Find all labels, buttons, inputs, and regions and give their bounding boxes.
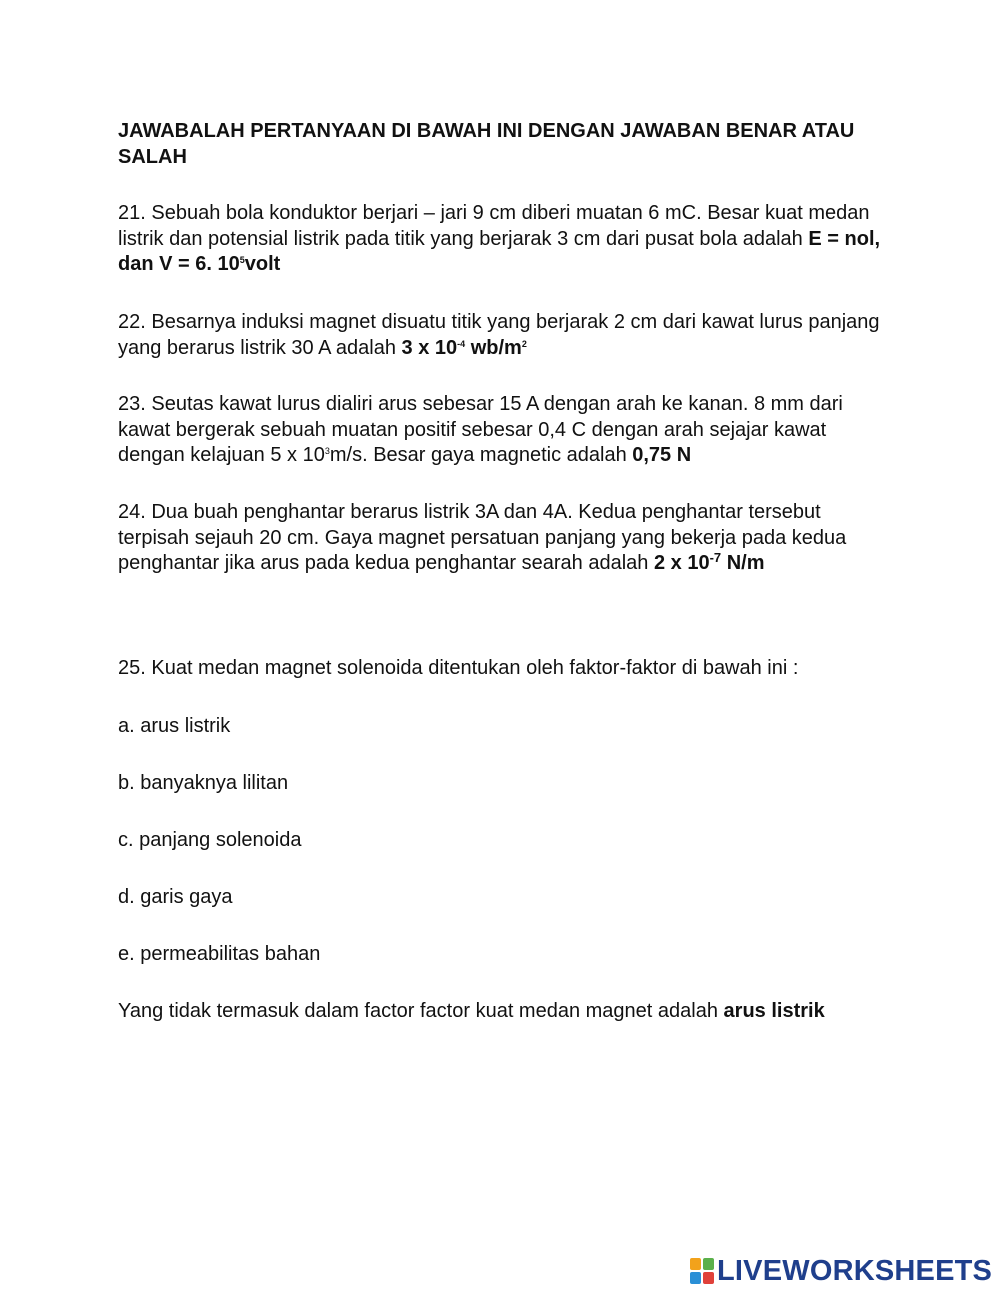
question-23-answer: 0,75 N — [632, 444, 692, 466]
question-22-text: 22. Besarnya induksi magnet disuatu titik yang berjarak 2 cm dari kawat lurus panjang yang berarus listrik 30 A adalah — [118, 311, 880, 359]
logo-mark-icon — [690, 1258, 714, 1284]
question-24-answer: 2 x $10^{-7}$ N/m — [653, 550, 765, 574]
page-title: JAWABALAH PERTANYAAN DI BAWAH INI DENGAN JAWABAN BENAR ATAU SALAH — [118, 120, 855, 168]
question-25: 25. Kuat medan magnet solenoida ditentukan oleh faktor-faktor di bawah ini : — [118, 657, 799, 679]
question-25-statement-text: Yang tidak termasuk dalam factor factor kuat medan magnet adalah — [118, 1000, 724, 1022]
question-21-answer: E = nol, dan V = 6. $10^5volt$ — [118, 227, 881, 275]
logo-tile-2 — [703, 1258, 714, 1270]
question-25-statement — [118, 999, 888, 1025]
question-21 — [118, 201, 888, 278]
question-23 — [118, 392, 888, 469]
question-21-text: 21. Sebuah bola konduktor berjari – jari 9 cm diberi muatan 6 mC. Besar kuat medan listrik dan potensial listrik pada titik yang berjarak 3 cm dari pusat bola adalah — [118, 202, 870, 250]
logo-tile-3 — [690, 1272, 701, 1284]
question-23-text: 23. Seutas kawat lurus dialiri arus sebesar 15 A dengan arah ke kanan. 8 mm dari kawat bergerak sebuah muatan positif sebesar 0,4 C dengan arah sejajar kawat dengan kelajuan 5 x $10^3m/s$. Besar gaya magnetic adalah — [118, 393, 843, 466]
question-22 — [118, 310, 888, 361]
logo-text: LIVEWORKSHEETS — [717, 1254, 993, 1287]
option-a: a. arus listrik — [118, 715, 231, 737]
logo-tile-1 — [690, 1258, 701, 1270]
option-c: c. panjang solenoida — [118, 829, 302, 851]
question-24 — [118, 500, 888, 577]
liveworksheets-logo — [690, 1255, 992, 1287]
question-25-answer: arus listrik — [723, 1000, 825, 1022]
option-b: b. banyaknya lilitan — [118, 772, 289, 794]
option-d: d. garis gaya — [118, 886, 233, 908]
option-e: e. permeabilitas bahan — [118, 943, 321, 965]
question-22-answer: 3 x $10^{-4}$ $wb/m^2$ — [401, 336, 527, 359]
question-24-text: 24. Dua buah penghantar berarus listrik 3A dan 4A. Kedua penghantar tersebut terpisah sejauh 20 cm. Gaya magnet persatuan panjang yang bekerja pada kedua penghantar jika arus pada kedua penghantar searah adalah — [118, 501, 847, 574]
logo-tile-4 — [703, 1272, 714, 1284]
